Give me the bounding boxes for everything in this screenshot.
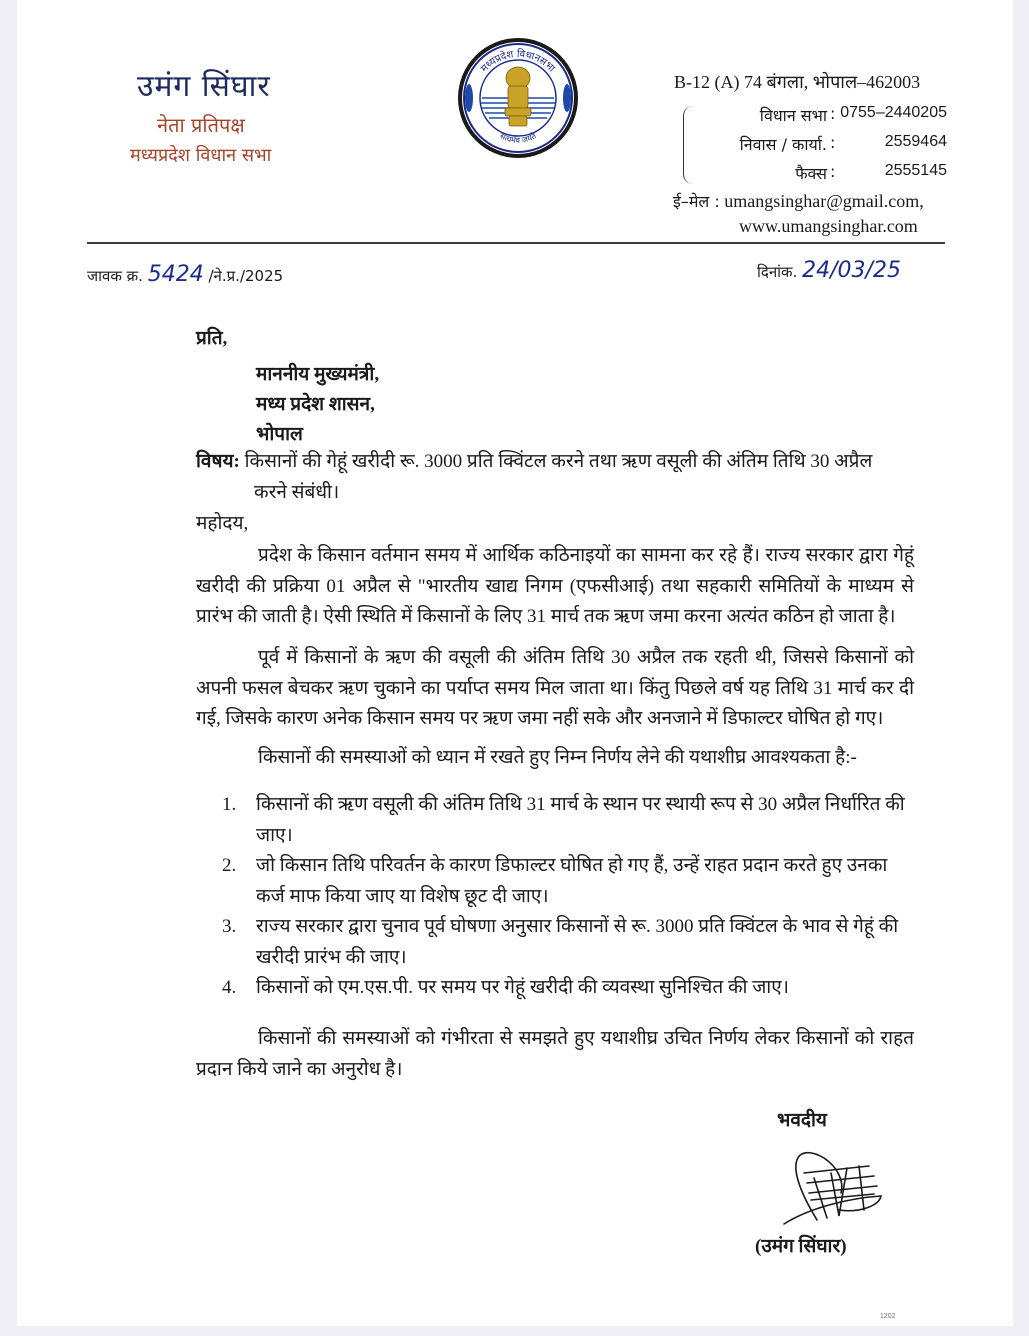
reference-number [87,262,283,287]
letterhead-address: B-12 (A) 74 बंगला, भोपाल–462003 [674,72,921,92]
handwritten-signature-icon [769,1138,889,1232]
email-line [673,190,924,212]
reference-suffix: /ने.प्र./2025 [208,267,284,285]
contact-label: निवास / कार्या. [739,135,827,154]
svg-text:सत्यमेव जयते: सत्यमेव जयते [498,131,538,145]
list-number: 4. [222,977,237,998]
list-number: 1. [222,794,237,815]
contact-row-residence [685,133,947,162]
contact-block [685,104,947,191]
letterhead-name: उमंग सिंघार [137,69,271,104]
date-handwritten: 24/03/25 [802,258,901,283]
recipient-prefix: प्रति, [196,328,228,349]
letterhead-organization: मध्यप्रदेश विधान सभा [130,145,272,166]
list-text: राज्य सरकार द्वारा चुनाव पूर्व घोषणा अनुसार किसानों से रू. 3000 प्रति क्विंटल के भाव से गेहूं की खरीदी प्रारंभ की जाए। [256,916,899,968]
contact-row-fax [685,162,947,191]
recipient-line: भोपाल [256,424,303,445]
list-item [222,912,917,973]
contact-row-assembly [685,104,947,133]
subject-text-continued: करने संबंधी। [254,481,340,503]
subject-block [196,447,916,508]
signer-name: (उमंग सिंघार) [755,1236,847,1257]
contact-label: विधान सभा [759,106,827,125]
demands-list [222,790,917,1004]
date-label: दिनांक. [757,263,798,281]
letter-page [17,0,1013,1326]
letter-date [757,258,901,283]
list-number: 2. [222,855,237,876]
body-paragraph: प्रदेश के किसान वर्तमान समय में आर्थिक कठिनाइयों का सामना कर रहे हैं। राज्य सरकार द्वारा गेहूं खरीदी की प्रक्रिया 01 अप्रैल से "भारतीय खाद्य निगम (एफसीआई) तथा सहकारी समितियों के माध्यम से प्रारंभ की जाती है। ऐसी स्थिति में किसानों के लिए 31 मार्च तक ऋण जमा करना अत्यंत कठिन हो जाता है। [196,545,914,627]
contact-value: 0755–2440205 [840,104,947,121]
reference-label: जावक क्र. [87,267,143,285]
contact-colon: : [830,104,836,123]
letterhead-title: नेता प्रतिपक्ष [157,113,245,137]
contact-colon: : [830,162,836,181]
closing-salutation: भवदीय [777,1110,827,1131]
state-emblem-icon [449,36,587,160]
svg-text:मध्यप्रदेश विधानसभा: मध्यप्रदेश विधानसभा [479,48,557,75]
email-address[interactable]: umangsinghar@gmail.com, [724,191,924,211]
recipient-line: माननीय मुख्यमंत्री, [256,364,380,385]
body-paragraph: पूर्व में किसानों के ऋण की वसूली की अंतिम तिथि 30 अप्रैल तक रहती थी, जिससे किसानों को अपनी फसल बेचकर ऋण चुकाने का पर्याप्त समय मिल जाता था। किंतु पिछले वर्ष यह तिथि 31 मार्च कर दी गई, जिसके कारण अनेक किसान समय पर ऋण जमा नहीं सके और अनजाने में डिफाल्टर घोषित हो गए। [196,647,914,729]
contact-colon: : [830,133,836,152]
reference-handwritten-number: 5424 [147,262,204,287]
list-item [222,851,917,912]
subject-text: किसानों की गेहूं खरीदी रू. 3000 प्रति क्विंटल करने तथा ऋण वसूली की अंतिम तिथि 30 अप्रैल [244,451,873,472]
contact-value: 2559464 [884,133,947,150]
list-text: किसानों की ऋण वसूली की अंतिम तिथि 31 मार्च के स्थान पर स्थायी रूप से 30 अप्रैल निर्धारित की जाए। [256,794,905,846]
contact-value: 2555145 [884,162,947,179]
page-mark: 1202 [880,1313,896,1320]
list-item [222,973,917,1004]
list-number: 3. [222,916,237,937]
list-text: जो किसान तिथि परिवर्तन के कारण डिफाल्टर घोषित हो गए हैं, उन्हें राहत प्रदान करते हुए उनका कर्ज माफ किया जाए या विशेष छूट दी जाए। [256,855,888,907]
subject-label: विषय: [196,451,240,472]
recipient-line: मध्य प्रदेश शासन, [256,394,375,415]
website-link[interactable]: www.umangsinghar.com [739,216,918,236]
list-text: किसानों को एम.एस.पी. पर समय पर गेहूं खरीदी की व्यवस्था सुनिश्चित की जाए। [256,977,789,998]
salutation: महोदय, [196,513,249,534]
email-label: ई–मेल : [673,192,720,211]
body-paragraph: किसानों की समस्याओं को ध्यान में रखते हुए निम्न निर्णय लेने की यथाशीघ्र आवश्यकता है:- [258,747,857,768]
contact-label: फैक्स [795,164,827,183]
list-item [222,790,917,851]
header-divider [87,242,945,244]
closing-paragraph: किसानों की समस्याओं को गंभीरता से समझते हुए यथाशीघ्र उचित निर्णय लेकर किसानों को राहत प्रदान किये जाने का अनुरोध है। [196,1028,914,1080]
